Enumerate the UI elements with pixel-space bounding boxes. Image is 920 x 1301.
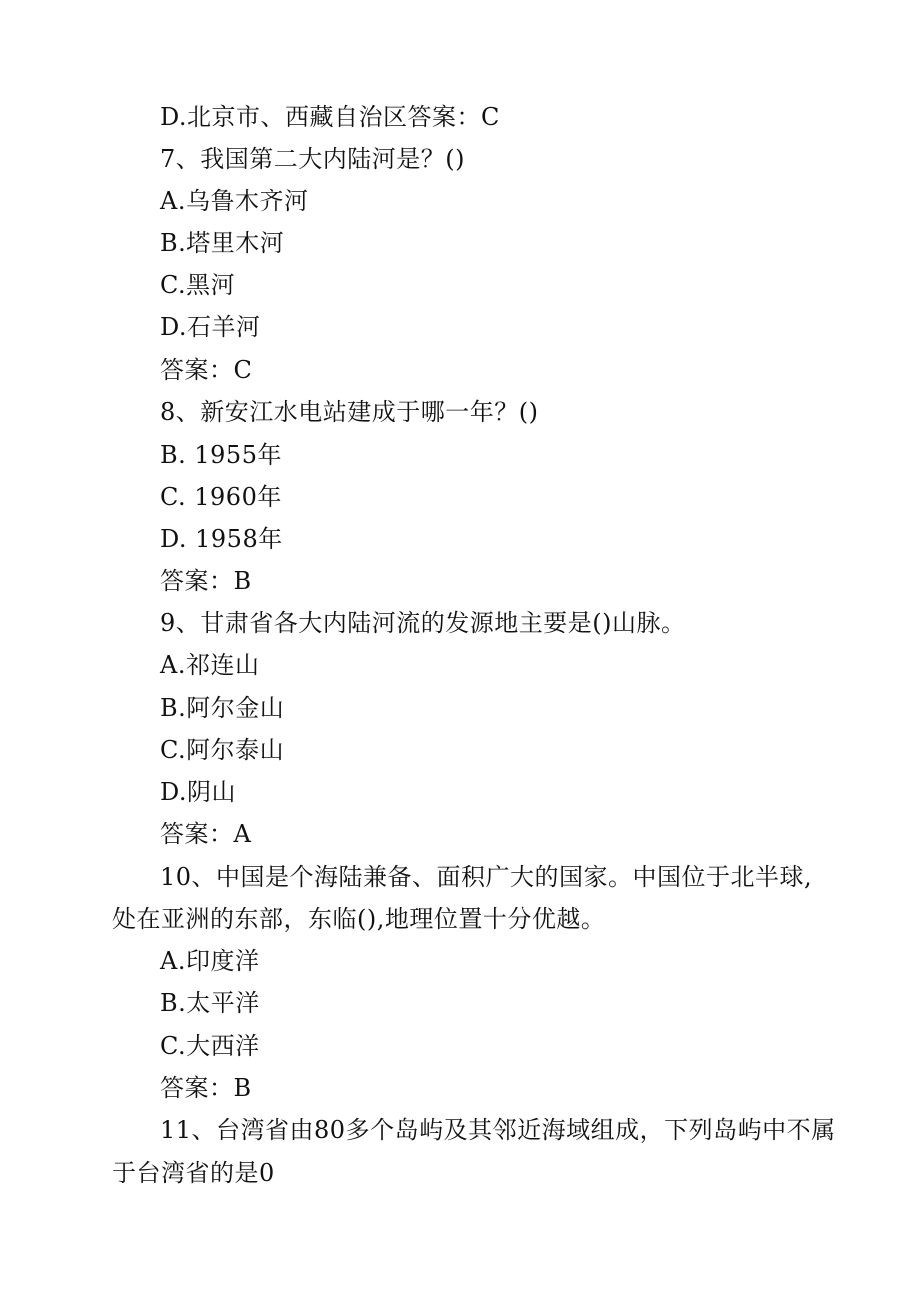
q7-option-b: B.塔里木河 bbox=[160, 229, 285, 257]
q9-option-b: B.阿尔金山 bbox=[160, 694, 285, 722]
q10-question-line1: 10、中国是个海陆兼备、面积广大的国家。中国位于北半球, bbox=[160, 863, 813, 891]
q7-option-a: A.乌鲁木齐河 bbox=[160, 187, 309, 215]
q9-option-c: C.阿尔泰山 bbox=[160, 736, 285, 764]
q10-question-line2: 处在亚洲的东部，东临(),地理位置十分优越。 bbox=[112, 905, 606, 933]
q7-question: 7、我国第二大内陆河是？() bbox=[160, 145, 465, 173]
q6-option-d-answer: D.北京市、西藏自治区答案：C bbox=[160, 103, 500, 131]
q9-option-d: D.阴山 bbox=[160, 778, 237, 806]
q7-option-c: C.黑河 bbox=[160, 271, 236, 299]
q8-option-c: C. 1960年 bbox=[160, 483, 282, 511]
q11-question-line1: 11、台湾省由80多个岛屿及其邻近海域组成，下列岛屿中不属 bbox=[160, 1116, 836, 1144]
q8-answer: 答案：B bbox=[160, 567, 252, 595]
q11-question-line2: 于台湾省的是0 bbox=[112, 1159, 275, 1187]
q7-option-d: D.石羊河 bbox=[160, 313, 261, 341]
q10-answer: 答案：B bbox=[160, 1074, 252, 1102]
q8-option-b: B. 1955年 bbox=[160, 441, 282, 469]
q8-option-d: D. 1958年 bbox=[160, 525, 283, 553]
q7-answer: 答案：C bbox=[160, 356, 253, 384]
q8-question: 8、新安江水电站建成于哪一年？() bbox=[160, 398, 539, 426]
q10-option-a: A.印度洋 bbox=[160, 947, 260, 975]
q10-option-c: C.大西洋 bbox=[160, 1032, 260, 1060]
q10-option-b: B.太平洋 bbox=[160, 989, 260, 1017]
q9-question: 9、甘肃省各大内陆河流的发源地主要是()山脉。 bbox=[160, 609, 686, 637]
q9-option-a: A.祁连山 bbox=[160, 651, 260, 679]
q9-answer: 答案：A bbox=[160, 820, 252, 848]
